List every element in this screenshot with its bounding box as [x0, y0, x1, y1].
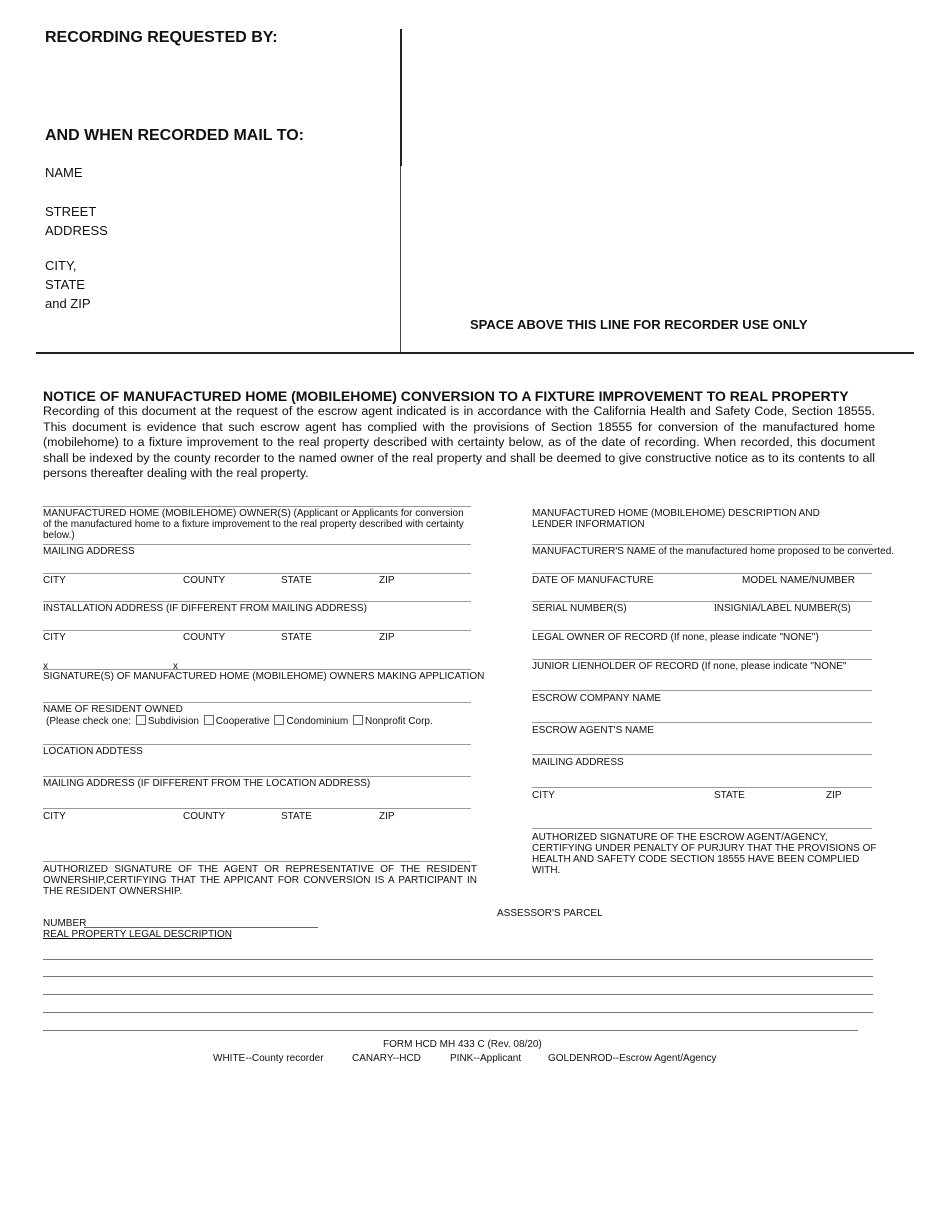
escrow-company-label: ESCROW COMPANY NAME	[532, 693, 662, 704]
header-divider	[400, 166, 401, 354]
legal-description-heading: REAL PROPERTY LEGAL DESCRIPTION	[43, 929, 232, 940]
ownership-type-options	[46, 715, 433, 727]
insignia-label: INSIGNIA/LABEL NUMBER(S)	[714, 603, 851, 614]
nonprofit-checkbox[interactable]	[353, 715, 363, 725]
assessors-parcel-label: ASSESSOR'S PARCEL	[497, 908, 603, 919]
model-name-label: MODEL NAME/NUMBER	[742, 575, 855, 586]
copy-goldenrod: GOLDENROD--Escrow Agent/Agency	[548, 1053, 717, 1064]
copy-canary: CANARY--HCD	[352, 1053, 421, 1064]
nonprofit-label: Nonprofit Corp.	[364, 716, 433, 727]
installation-address-label: INSTALLATION ADDRESS (IF DIFFERENT FROM MAILING ADDRESS)	[43, 603, 367, 614]
city-label-2: CITY	[43, 632, 66, 643]
notice-body: Recording of this document at the request of the escrow agent indicated is in accordance with the California Health and Safety Code, Section 18555. This document is evidence that such escrow agent has complied with the provisions of Section 18555 for conversion of the manufactured home (mobilehome) to a fixture improvement to the real property described with certainty below, as of the date of recording. When recorded, this document shall be indexed by the county recorder to the named owner of the real property and shall be deemed to give constructive notice as to its contents to all persons thereafter dealing with the real property.	[43, 404, 875, 480]
condominium-checkbox[interactable]	[274, 715, 284, 725]
resident-owned-label: NAME OF RESIDENT OWNED	[43, 704, 183, 715]
recording-requested-by: RECORDING REQUESTED BY:	[45, 29, 278, 46]
mail-to-street-label: STREET	[45, 204, 97, 219]
signature-x-2: x	[173, 661, 178, 672]
legal-owner-field[interactable]	[532, 630, 872, 631]
parcel-number-label: NUMBER	[43, 918, 87, 929]
subdivision-label: Subdivision	[147, 716, 199, 727]
mail-to-state-label: STATE	[45, 277, 85, 292]
zip-label-3: ZIP	[379, 811, 395, 822]
state-label-3: STATE	[281, 811, 312, 822]
escrow-signature-label: AUTHORIZED SIGNATURE OF THE ESCROW AGENT/AGENCY, CERTIFYING UNDER PENALTY OF PURJURY THAT THE PROVISIONS OF HEALTH AND SAFETY CODE SECTION 18555 HAVE BEEN COMPLIED WITH.	[532, 832, 877, 876]
legal-description-line-4[interactable]	[43, 1012, 873, 1013]
city-field[interactable]	[43, 601, 471, 602]
manufacturer-name-field[interactable]	[532, 544, 872, 545]
when-recorded-mail-to: AND WHEN RECORDED MAIL TO:	[45, 127, 304, 144]
owners-label: MANUFACTURED HOME (MOBILEHOME) OWNER(S) (Applicant or Applicants for conversion of the manufactured home to a fixture improvement to the real property described with certainty below.)	[43, 508, 464, 541]
escrow-mailing-label: MAILING ADDRESS	[532, 757, 624, 768]
mail-to-zip-label: and ZIP	[45, 296, 91, 311]
resident-signature-field[interactable]	[43, 861, 471, 862]
alt-mailing-address-label: MAILING ADDRESS (IF DIFFERENT FROM THE LOCATION ADDRESS)	[43, 778, 371, 789]
owners-field[interactable]	[43, 544, 471, 545]
escrow-zip-label: ZIP	[826, 790, 842, 801]
escrow-mailing-field[interactable]	[532, 754, 872, 755]
mail-to-address-label: ADDRESS	[45, 223, 108, 238]
installation-address-field[interactable]	[43, 630, 471, 631]
manufacturer-name-label: MANUFACTURER'S NAME of the manufactured home proposed to be converted.	[532, 546, 895, 557]
state-label: STATE	[281, 575, 312, 586]
mailing-address-label: MAILING ADDRESS	[43, 546, 135, 557]
mailing-address-field[interactable]	[43, 573, 471, 574]
copy-white: WHITE--County recorder	[213, 1053, 324, 1064]
date-of-manufacture-label: DATE OF MANUFACTURE	[532, 575, 654, 586]
copy-pink: PINK--Applicant	[450, 1053, 522, 1064]
recorder-line	[36, 352, 914, 354]
escrow-city-label: CITY	[532, 790, 555, 801]
escrow-company-field[interactable]	[532, 690, 872, 691]
escrow-agent-label: ESCROW AGENT'S NAME	[532, 725, 654, 736]
cooperative-label: Cooperative	[215, 716, 270, 727]
county-label-2: COUNTY	[183, 632, 226, 643]
legal-owner-label: LEGAL OWNER OF RECORD (If none, please indicate "NONE")	[532, 632, 819, 643]
location-address-field[interactable]	[43, 744, 471, 745]
parcel-number-field[interactable]	[84, 927, 318, 928]
description-label: MANUFACTURED HOME (MOBILEHOME) DESCRIPTION AND LENDER INFORMATION	[532, 508, 820, 530]
city-field-3[interactable]	[43, 808, 471, 809]
check-one-label: (Please check one:	[46, 716, 132, 727]
legal-description-line-3[interactable]	[43, 994, 873, 995]
form-id: FORM HCD MH 433 C (Rev. 08/20)	[383, 1039, 542, 1050]
recorder-space-note: SPACE ABOVE THIS LINE FOR RECORDER USE ONLY	[470, 317, 808, 332]
signatures-field[interactable]	[43, 669, 471, 670]
zip-label: ZIP	[379, 575, 395, 586]
escrow-signature-field[interactable]	[532, 828, 872, 829]
zip-label-2: ZIP	[379, 632, 395, 643]
location-address-label: LOCATION ADDTESS	[43, 746, 143, 757]
escrow-city-field[interactable]	[532, 787, 872, 788]
mail-to-name-label: NAME	[45, 165, 83, 180]
escrow-state-label: STATE	[714, 790, 745, 801]
legal-description-line-2[interactable]	[43, 976, 873, 977]
condominium-label: Condominium	[286, 716, 349, 727]
mail-to-city-label: CITY,	[45, 258, 77, 273]
city-label-3: CITY	[43, 811, 66, 822]
county-label-3: COUNTY	[183, 811, 226, 822]
county-label: COUNTY	[183, 575, 226, 586]
cooperative-checkbox[interactable]	[204, 715, 214, 725]
serial-number-label: SERIAL NUMBER(S)	[532, 603, 627, 614]
alt-mailing-address-field[interactable]	[43, 776, 471, 777]
junior-lienholder-label: JUNIOR LIENHOLDER OF RECORD (If none, please indicate "NONE"	[532, 661, 847, 672]
state-label-2: STATE	[281, 632, 312, 643]
city-label: CITY	[43, 575, 66, 586]
legal-description-line-5[interactable]	[43, 1030, 858, 1031]
signatures-label: SIGNATURE(S) OF MANUFACTURED HOME (MOBILEHOME) OWNERS MAKING APPLICATION	[43, 671, 485, 682]
escrow-agent-field[interactable]	[532, 722, 872, 723]
junior-lienholder-field[interactable]	[532, 659, 872, 660]
serial-number-field[interactable]	[532, 601, 872, 602]
subdivision-checkbox[interactable]	[136, 715, 146, 725]
notice-title: NOTICE OF MANUFACTURED HOME (MOBILEHOME) CONVERSION TO A FIXTURE IMPROVEMENT TO REAL PROPERTY	[43, 388, 849, 404]
resident-signature-label: AUTHORIZED SIGNATURE OF THE AGENT OR REPRESENTATIVE OF THE RESIDENT OWNERSHIP,CERTIFYING THAT THE APPICANT FOR CONVERSION IS A PARTICIPANT IN THE RESIDENT OWNERSHIP.	[43, 864, 477, 897]
resident-owned-field[interactable]	[43, 702, 471, 703]
date-of-manufacture-field[interactable]	[532, 573, 872, 574]
signature-x-1: x	[43, 661, 48, 672]
header-divider-bold	[400, 29, 402, 166]
legal-description-line-1[interactable]	[43, 959, 873, 960]
